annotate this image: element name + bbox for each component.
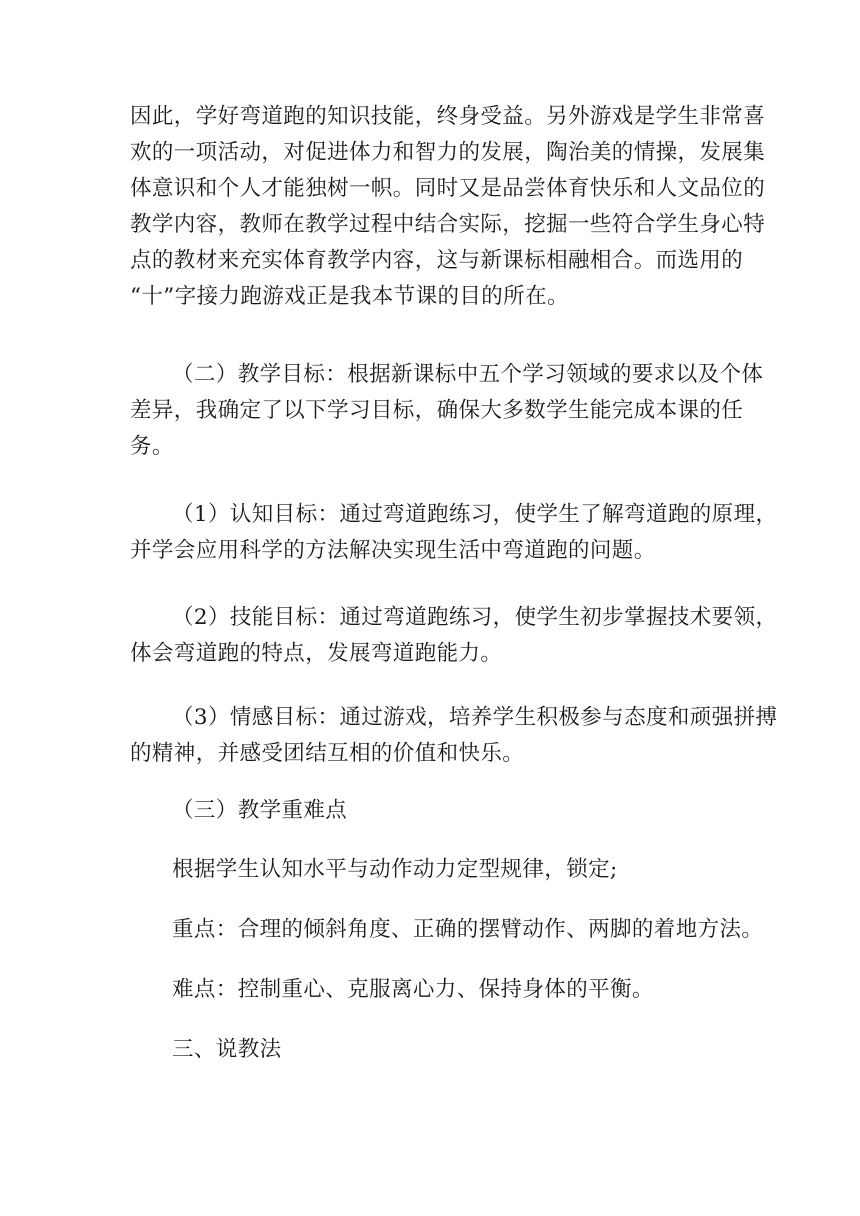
text-line: 教学内容，教师在教学过程中结合实际，挖掘一些符合学生身心特 xyxy=(130,212,766,237)
text-line: 体意识和个人才能独树一帜。同时又是品尝体育快乐和人文品位的 xyxy=(130,176,766,201)
text-line: （二）教学目标：根据新课标中五个学习领域的要求以及个体 xyxy=(172,362,764,387)
text-line: 差异，我确定了以下学习目标，确保大多数学生能完成本课的任 xyxy=(130,398,744,423)
paragraph-difficult-point: 难点：控制重心、克服离心力、保持身体的平衡。 xyxy=(172,977,654,1002)
paragraph-key-points-basis: 根据学生认知水平与动作动力定型规律，锁定; xyxy=(172,857,618,882)
text-line: 点的教材来充实体育教学内容，这与新课标相融相合。而选用的 xyxy=(130,248,744,273)
text-line: 欢的一项活动，对促进体力和智力的发展，陶治美的情操，发展集 xyxy=(130,140,766,165)
paragraph-key-point: 重点：合理的倾斜角度、正确的摆臂动作、两脚的着地方法。 xyxy=(172,917,764,942)
text-line: 的精神，并感受团结互相的价值和快乐。 xyxy=(130,741,525,766)
text-line: “十”字接力跑游戏正是我本节课的目的所在。 xyxy=(130,284,569,309)
section-heading-teaching-method: 三、说教法 xyxy=(172,1037,282,1062)
section-heading-key-points: （三）教学重难点 xyxy=(172,798,348,823)
text-line: （1）认知目标：通过弯道跑练习，使学生了解弯道跑的原理， xyxy=(172,502,778,527)
text-line: 并学会应用科学的方法解决实现生活中弯道跑的问题。 xyxy=(130,538,656,563)
text-line: （2）技能目标：通过弯道跑练习，使学生初步掌握技术要领， xyxy=(172,605,778,630)
text-line: 因此，学好弯道跑的知识技能，终身受益。另外游戏是学生非常喜 xyxy=(130,104,766,129)
text-line: 体会弯道跑的特点，发展弯道跑能力。 xyxy=(130,641,503,666)
text-line: （3）情感目标：通过游戏，培养学生积极参与态度和顽强拼搏 xyxy=(172,705,778,730)
text-line: 务。 xyxy=(130,434,174,459)
